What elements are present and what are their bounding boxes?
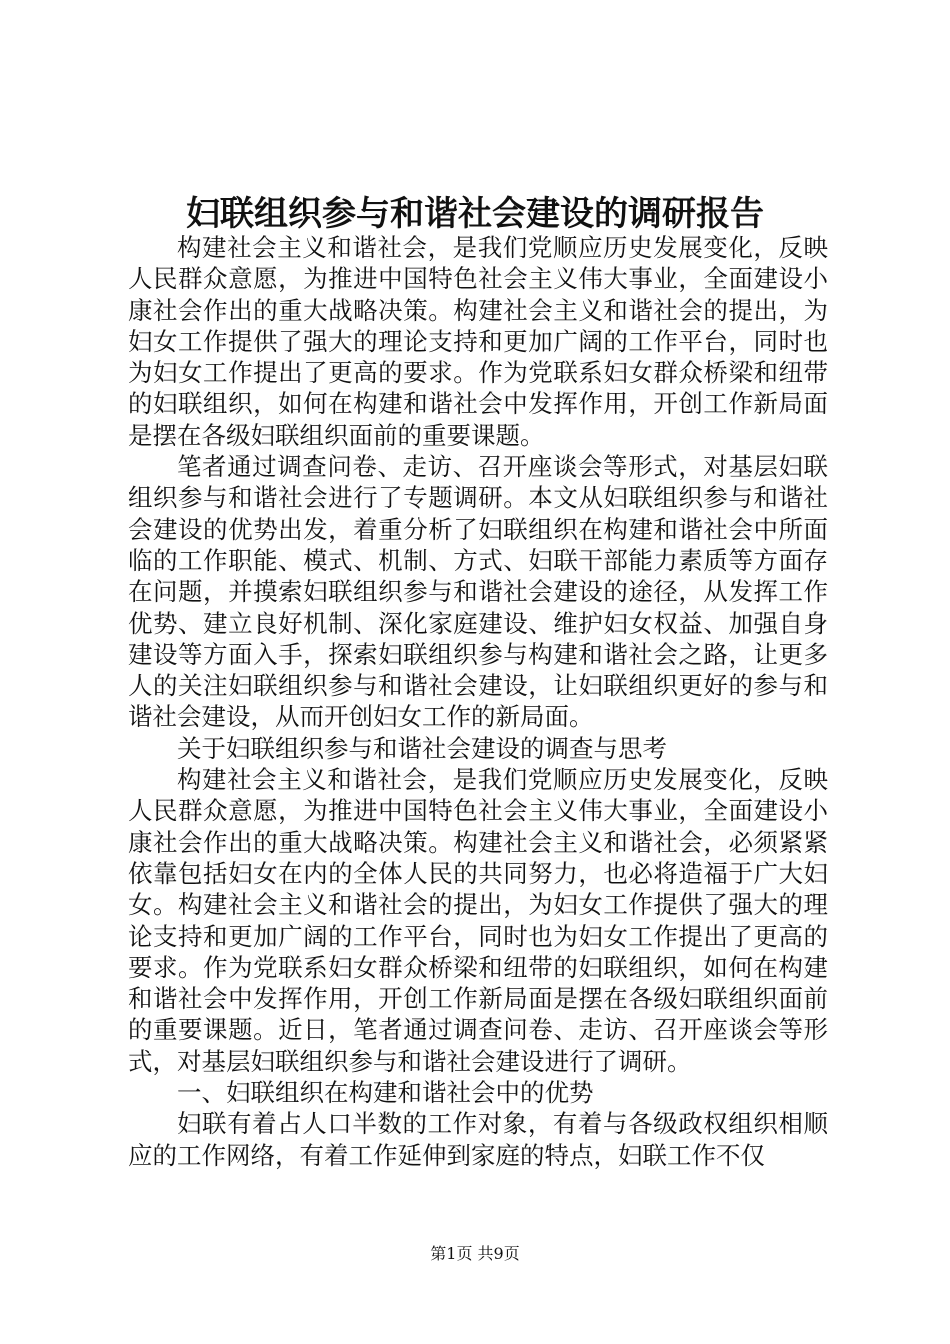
paragraph-method: 笔者通过调查问卷、走访、召开座谈会等形式，对基层妇联组织参与和谐社会进行了专题调研。本文从妇联组织参与和谐社会建设的优势出发，着重分析了妇联组织在构建和谐社会中所面临的工作职能、模式、机制、方式、妇联干部能力素质等方面存在问题，并摸索妇联组织参与和谐社会建设的途径，从发挥工作优势、建立良好机制、深化家庭建设、维护妇女权益、加强自身建设等方面入手，探索妇联组织参与构建和谐社会之路，让更多人的关注妇联组织参与和谐社会建设，让妇联组织更好的参与和谐社会建设，从而开创妇女工作的新局面。 (128, 452, 828, 732)
document-body (128, 232, 828, 1171)
document-title: 妇联组织参与和谐社会建设的调研报告 (186, 194, 764, 234)
paragraph-background: 构建社会主义和谐社会，是我们党顺应历史发展变化，反映人民群众意愿，为推进中国特色社会主义伟大事业，全面建设小康社会作出的重大战略决策。构建社会主义和谐社会，必须紧紧依靠包括妇女在内的全体人民的共同努力，也必将造福于广大妇女。构建社会主义和谐社会的提出，为妇女工作提供了强大的理论支持和更加广阔的工作平台，同时也为妇女工作提出了更高的要求。作为党联系妇女群众桥梁和纽带的妇联组织，如何在构建和谐社会中发挥作用，开创工作新局面是摆在各级妇联组织面前的重要课题。近日，笔者通过调查问卷、走访、召开座谈会等形式，对基层妇联组织参与和谐社会建设进行了调研。 (128, 765, 828, 1076)
subsection-heading: 一、妇联组织在构建和谐社会中的优势 (177, 1078, 594, 1108)
paragraph-intro: 构建社会主义和谐社会，是我们党顺应历史发展变化，反映人民群众意愿，为推进中国特色社会主义伟大事业，全面建设小康社会作出的重大战略决策。构建社会主义和谐社会的提出，为妇女工作提供了强大的理论支持和更加广阔的工作平台，同时也为妇女工作提出了更高的要求。作为党联系妇女群众桥梁和纽带的妇联组织，如何在构建和谐社会中发挥作用，开创工作新局面是摆在各级妇联组织面前的重要课题。 (128, 233, 828, 450)
paragraph-advantages: 妇联有着占人口半数的工作对象，有着与各级政权组织相顺应的工作网络，有着工作延伸到家庭的特点，妇联工作不仅 (128, 1109, 828, 1170)
page-indicator: 第1页 共9页 (430, 1244, 520, 1263)
section-heading: 关于妇联组织参与和谐社会建设的调查与思考 (177, 733, 667, 763)
